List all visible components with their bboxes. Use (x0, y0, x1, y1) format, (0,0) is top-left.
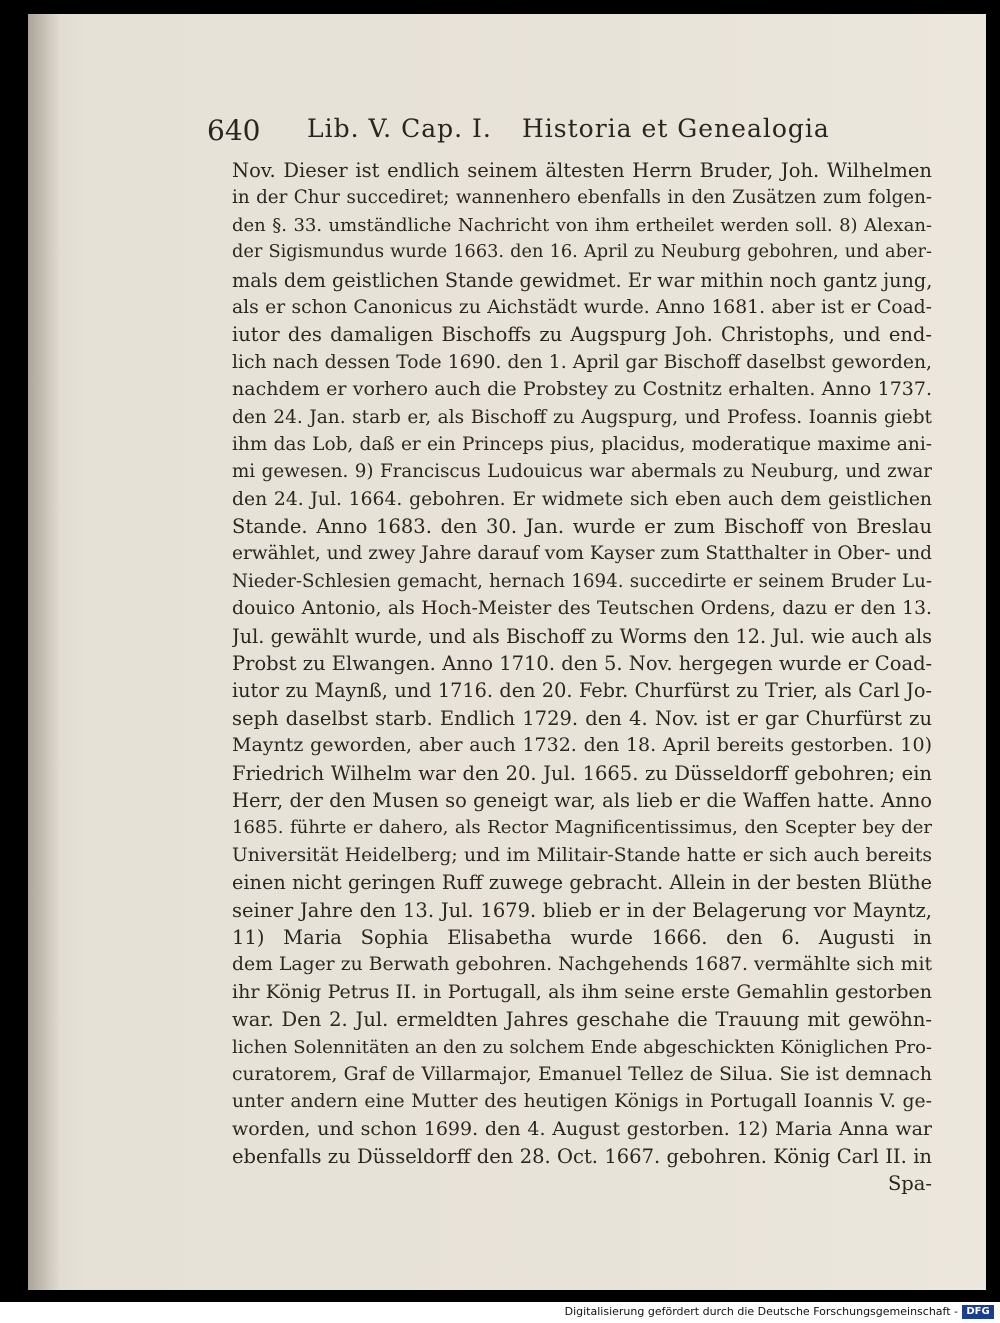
text-line: den 24. Jan. starb er, als Bischoff zu Augspurg, und Profess. Ioannis giebt (232, 406, 932, 428)
text-line: mi gewesen. 9) Franciscus Ludouicus war abermals zu Neuburg, und zwar (232, 461, 932, 483)
text-line: war. Den 2. Jul. ermeldten Jahres geschahe die Trauung mit gewöhn- (232, 1008, 932, 1032)
text-line: unter andern eine Mutter des heutigen Königs in Portugall Ioannis V. ge- (232, 1091, 932, 1113)
text-line: erwählet, und zwey Jahre darauf vom Kayser zum Statthalter in Ober- und (232, 543, 932, 565)
text-line: douico Antonio, als Hoch-Meister des Teutschen Ordens, dazu er den 13. (232, 598, 932, 620)
text-line: 1685. führte er dahero, als Rector Magnificentissimus, den Scepter bey der (232, 817, 932, 839)
text-line: Nov. Dieser ist endlich seinem ältesten Herrn Bruder, Joh. Wilhelmen (232, 159, 932, 182)
text-line: lich nach dessen Tode 1690. den 1. April gar Bischoff daselbst geworden, (232, 351, 932, 373)
text-line: worden, und schon 1699. den 4. August gestorben. 12) Maria Anna war (232, 1117, 932, 1140)
text-line: seiner Jahre den 13. Jul. 1679. blieb er in der Belagerung vor Mayntz, (232, 898, 932, 922)
text-line: Friedrich Wilhelm war den 20. Jul. 1665. zu Düsseldorff gebohren; ein (232, 761, 932, 785)
text-line: nachdem er vorhero auch die Probstey zu Costnitz erhalten. Anno 1737. (232, 378, 932, 401)
catchword: Spa- (887, 1172, 932, 1196)
text-line: der Sigismundus wurde 1663. den 16. April zu Neuburg gebohren, und aber- (232, 242, 932, 263)
running-header (207, 114, 830, 150)
text-line: Herr, der den Musen so geneigt war, als lieb er die Waffen hatte. Anno (232, 788, 932, 812)
text-line: Universität Heidelberg; und im Militair-Stande hatte er sich auch bereits (232, 844, 932, 866)
text-line: Stande. Anno 1683. den 30. Jan. wurde er zum Bischoff von Breslau (232, 515, 932, 539)
dfg-logo-icon: DFG (962, 1305, 994, 1319)
text-line: Mayntz geworden, aber auch 1732. den 18. April bereits gestorben. 10) (232, 734, 932, 757)
digitization-footer (0, 1302, 1000, 1323)
text-line: curatorem, Graf de Villarmajor, Emanuel Tellez de Silua. Sie ist demnach (232, 1063, 932, 1085)
header-section: Lib. V. Cap. I. (307, 114, 492, 143)
text-line: einen nicht geringen Ruff zuwege gebracht. Allein in der besten Blüthe (232, 871, 932, 895)
text-line: dem Lager zu Berwath gebohren. Nachgehends 1687. vermählte sich mit (232, 954, 932, 976)
body-text (232, 157, 932, 1198)
funding-credit: Digitalisierung gefördert durch die Deutsche Forschungsgemeinschaft - (564, 1305, 958, 1318)
text-line: den §. 33. umständliche Nachricht von ihm ertheilet werden soll. 8) Alexan- (232, 214, 932, 236)
text-line: in der Chur succediret; wannenhero ebenfalls in den Zusätzen zum folgen- (232, 187, 932, 209)
text-line: iutor des damaligen Bischoffs zu Augspurg Joh. Christophs, und end- (232, 323, 932, 347)
text-line: lichen Solennitäten an den zu solchem Ende abgeschickten Königlichen Pro- (232, 1036, 932, 1058)
text-line: Jul. gewählt wurde, und als Bischoff zu Worms den 12. Jul. wie auch als (232, 624, 932, 648)
text-line: den 24. Jul. 1664. gebohren. Er widmete sich eben auch dem geistlichen (232, 488, 932, 510)
text-line: iutor zu Maynß, und 1716. den 20. Febr. Churfürst zu Trier, als Carl Jo- (232, 679, 932, 703)
text-line: Nieder-Schlesien gemacht, hernach 1694. succedirte er seinem Bruder Lu- (232, 570, 932, 592)
text-line: ihr König Petrus II. in Portugall, als ihm seine erste Gemahlin gestorben (232, 980, 932, 1003)
text-line: ihm das Lob, daß er ein Princeps pius, placidus, moderatique maxime ani- (232, 433, 932, 455)
text-line: Probst zu Elwangen. Anno 1710. den 5. Nov. hergegen wurde er Coad- (232, 652, 932, 676)
text-line: 11) Maria Sophia Elisabetha wurde 1666. den 6. Augusti in (232, 925, 932, 949)
text-line: mals dem geistlichen Stande gewidmet. Er war mithin noch gantz jung, (232, 268, 932, 292)
text-line: ebenfalls zu Düsseldorff den 28. Oct. 1667. gebohren. König Carl II. in (232, 1145, 932, 1169)
header-title: Historia et Genealogia (522, 114, 830, 143)
page-number: 640 (207, 114, 261, 147)
gutter-shadow (28, 14, 60, 1290)
text-line: als er schon Canonicus zu Aichstädt wurde. Anno 1681. aber ist er Coad- (232, 296, 932, 318)
text-line: seph daselbst starb. Endlich 1729. den 4. Nov. ist er gar Churfürst zu (232, 706, 932, 730)
